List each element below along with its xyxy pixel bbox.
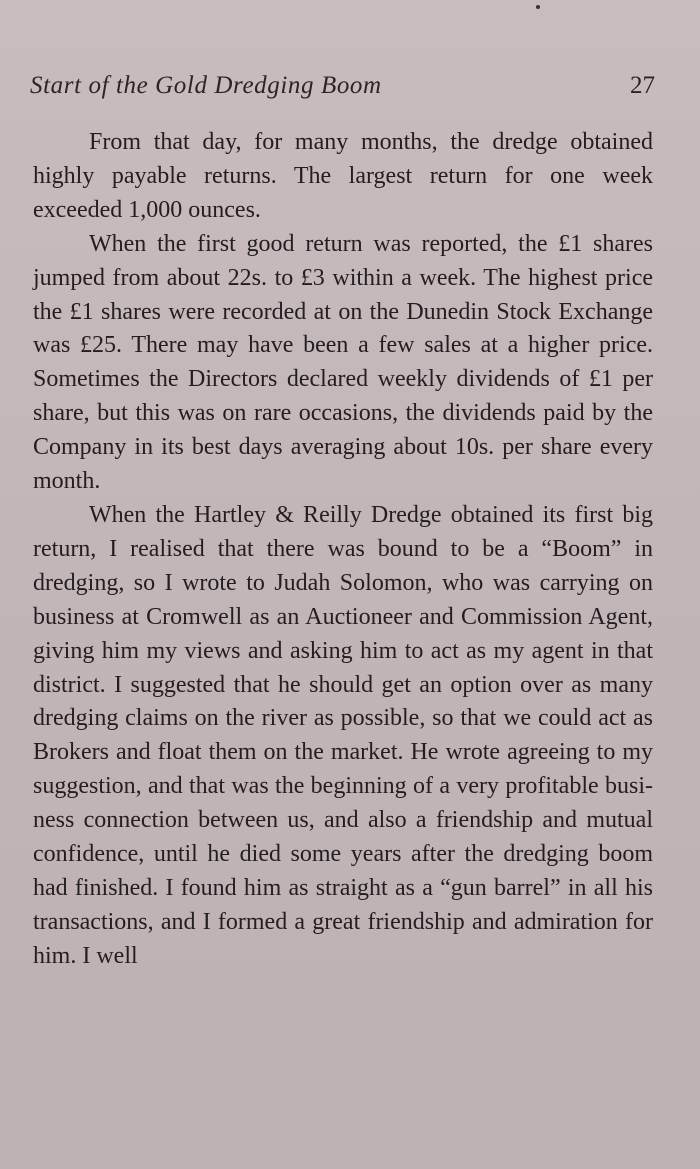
running-head <box>30 72 655 106</box>
paragraph-2: When the first good return was reported, the £1 shares jumped from about 22s. to £3 within a week. The highest price the £1 shares were recorded at on the Dunedin Stock Exchange was £25. There may have been a few sales at a higher price. Sometimes the Directors declared weekly dividends of £1 per share, but this was on rare occasions, the dividends paid by the Company in its best days averaging about 10s. per share every month. <box>33 230 653 495</box>
ink-speck <box>536 5 540 9</box>
page-number: 27 <box>630 72 655 99</box>
paragraph-3: When the Hartley & Reilly Dredge obtained its first big return, I realised that there was bound to be a “Boom” in dredging, so I wrote to Judah Solomon, who was carrying on business at Cromwell as an Auctioneer and Commission Agent, giving him my views and asking him to act as my agent in that district. I suggested that he should get an option over as many dredging claims on the river as possible, so that we could act as Brokers and float them on the market. He wrote agreeing to my suggestion, and that was the beginning of a very profitable business connection between us, and also a friendship and mutual confidence, until he died some years after the dredging boom had finished. I found him as straight as a “gun barrel” in all his transactions, and I formed a great friendship and admiration for him. I well <box>33 501 653 969</box>
chapter-title: Start of the Gold Dredging Boom <box>30 72 382 99</box>
body-text <box>33 126 653 974</box>
paragraph-1: From that day, for many months, the dredge obtained highly payable returns. The largest return for one week exceeded 1,000 ounces. <box>33 129 653 223</box>
